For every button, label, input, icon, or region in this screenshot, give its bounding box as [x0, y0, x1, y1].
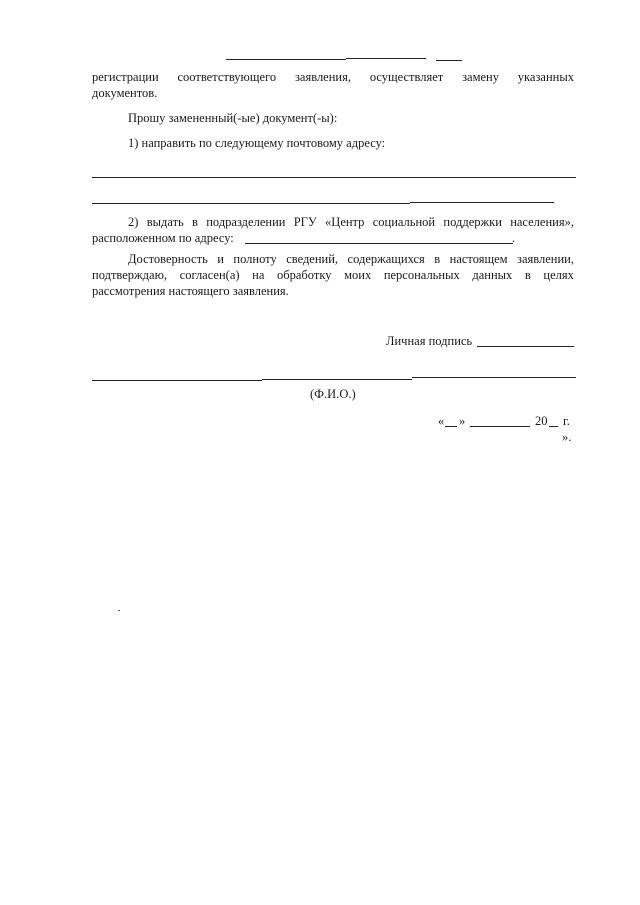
consent-line1: [128, 251, 574, 267]
word: регистрации: [92, 70, 159, 84]
word: подразделении: [206, 215, 286, 229]
top-rule-right: [346, 58, 426, 59]
consent-line2: [92, 267, 574, 283]
word: согласен(а): [179, 268, 240, 282]
word: поддержки: [443, 215, 502, 229]
date-open-quote: «: [438, 414, 445, 428]
word: на: [252, 268, 265, 282]
address-line-2a: [92, 203, 246, 204]
date-year-prefix: 20: [535, 414, 548, 428]
top-rule-left: [226, 59, 346, 60]
paragraph1-line2: документов.: [92, 86, 158, 100]
scan-speck: [118, 610, 120, 611]
word: настоящем: [449, 252, 508, 266]
word: заявления,: [294, 70, 351, 84]
word: в: [192, 215, 198, 229]
word: «Центр: [325, 215, 365, 229]
word: в: [524, 268, 531, 282]
option1-text: 1) направить по следующему почтовому адресу:: [128, 136, 386, 150]
signature-label: Личная подпись: [386, 334, 473, 348]
fio-line-c: [412, 377, 576, 378]
word: обработку: [277, 268, 332, 282]
address-line-1: [92, 177, 576, 178]
word: и: [217, 252, 224, 266]
word: осуществляет: [369, 70, 444, 84]
address-line-2b: [246, 203, 410, 204]
word: в: [434, 252, 441, 266]
date-close-quote: »: [459, 414, 466, 428]
word: заявлении,: [517, 252, 574, 266]
option2-address-line: [245, 243, 513, 244]
word: соответствующего: [177, 70, 277, 84]
date-day-line: [445, 426, 457, 427]
consent-line3: рассмотрения настоящего заявления.: [92, 284, 289, 298]
date-month-line: [470, 426, 530, 427]
word: указанных: [517, 70, 574, 84]
word: Достоверность: [128, 252, 208, 266]
request-text: Прошу замененный(-ые) документ(-ы):: [128, 111, 338, 125]
word: РГУ: [293, 215, 317, 229]
date-year-line: [549, 426, 558, 427]
word: моих: [344, 268, 372, 282]
paragraph1-line1: [92, 69, 574, 85]
option2-address-end: .: [512, 231, 516, 245]
signature-line: [477, 346, 574, 347]
word: выдать: [146, 215, 184, 229]
word: данных: [472, 268, 513, 282]
word: замену: [462, 70, 499, 84]
word: персональных: [383, 268, 460, 282]
word: полноту: [233, 252, 277, 266]
word: целях: [543, 268, 574, 282]
word: содержащихся: [347, 252, 425, 266]
trailing-mark: ».: [562, 430, 572, 444]
fio-label: (Ф.И.О.): [310, 387, 356, 401]
date-year-suffix: г.: [563, 414, 570, 428]
fio-line-a: [92, 380, 262, 381]
word: 2): [128, 215, 139, 229]
word: сведений,: [286, 252, 339, 266]
word: подтверждаю,: [92, 268, 168, 282]
fio-line-b: [262, 379, 412, 380]
word: социальной: [372, 215, 436, 229]
word: населения»,: [510, 215, 574, 229]
address-line-2c: [410, 202, 554, 203]
option2-line1: [128, 214, 574, 230]
option2-address-label: расположенном по адресу:: [92, 231, 234, 245]
top-rule-far: [436, 60, 462, 61]
